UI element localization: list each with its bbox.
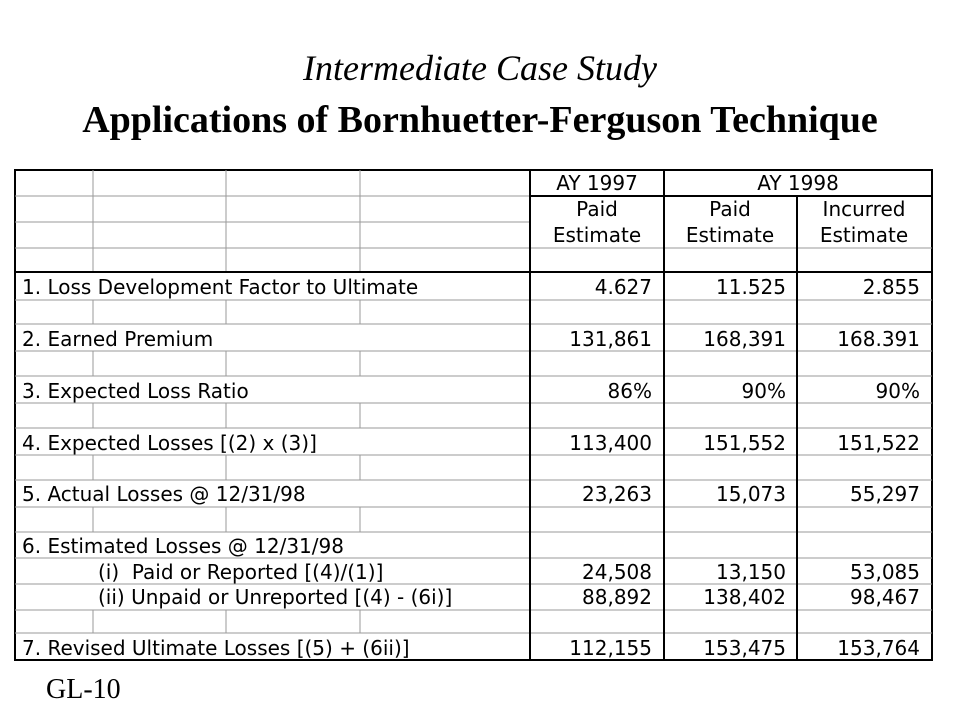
cell-reported-ay1997-paid: 24,508 <box>582 560 652 584</box>
cell-ldf-ay1998-paid: 11.525 <box>716 275 786 299</box>
row-label-ldf: 1. Loss Development Factor to Ultimate <box>22 275 419 299</box>
cell-actual-ay1998-incurred: 55,297 <box>850 482 920 506</box>
cell-premium-ay1998-incurred: 168.391 <box>837 327 920 351</box>
technique-title: Applications of Bornhuetter-Ferguson Technique <box>82 99 878 141</box>
ay1997-header: AY 1997 <box>556 171 638 195</box>
cell-elr-ay1998-incurred: 90% <box>875 379 920 403</box>
col2-header-line1: Paid <box>709 197 751 221</box>
row-label-actual-losses: 5. Actual Losses @ 12/31/98 <box>22 482 306 506</box>
row-label-unpaid-or-unreported: (ii) Unpaid or Unreported [(4) - (6i)] <box>98 585 453 609</box>
cell-reported-ay1998-paid: 13,150 <box>716 560 786 584</box>
slide-number: GL-10 <box>46 674 121 705</box>
col1-header-line1: Paid <box>576 197 618 221</box>
cell-expected-ay1998-incurred: 151,522 <box>837 431 920 455</box>
case-study-title: Intermediate Case Study <box>303 48 657 88</box>
cell-ldf-ay1998-incurred: 2.855 <box>862 275 920 299</box>
row-label-estimated-losses: 6. Estimated Losses @ 12/31/98 <box>22 534 344 558</box>
row-label-expected-losses: 4. Expected Losses [(2) x (3)] <box>22 431 317 455</box>
cell-unreported-ay1998-incurred: 98,467 <box>850 585 920 609</box>
row-label-expected-loss-ratio: 3. Expected Loss Ratio <box>22 379 249 403</box>
row-label-earned-premium: 2. Earned Premium <box>22 327 214 351</box>
cell-ldf-ay1997-paid: 4.627 <box>594 275 652 299</box>
col1-header-line2: Estimate <box>552 223 642 247</box>
cell-elr-ay1998-paid: 90% <box>741 379 786 403</box>
cell-revised-ay1998-paid: 153,475 <box>703 636 786 660</box>
col2-header-line2: Estimate <box>685 223 775 247</box>
cell-elr-ay1997-paid: 86% <box>607 379 652 403</box>
col3-header-line1: Incurred <box>822 197 906 221</box>
cell-reported-ay1998-incurred: 53,085 <box>850 560 920 584</box>
header-gridlines <box>15 170 530 272</box>
col3-header-line2: Estimate <box>819 223 909 247</box>
cell-premium-ay1998-paid: 168,391 <box>703 327 786 351</box>
cell-actual-ay1997-paid: 23,263 <box>582 482 652 506</box>
ay1998-header: AY 1998 <box>757 171 839 195</box>
cell-expected-ay1998-paid: 151,552 <box>703 431 786 455</box>
row-label-revised-ultimate: 7. Revised Ultimate Losses [(5) + (6ii)] <box>22 636 410 660</box>
cell-expected-ay1997-paid: 113,400 <box>569 431 652 455</box>
cell-unreported-ay1997-paid: 88,892 <box>582 585 652 609</box>
row-label-paid-or-reported: (i) Paid or Reported [(4)/(1)] <box>98 560 384 584</box>
cell-premium-ay1997-paid: 131,861 <box>569 327 652 351</box>
cell-unreported-ay1998-paid: 138,402 <box>703 585 786 609</box>
cell-revised-ay1997-paid: 112,155 <box>569 636 652 660</box>
cell-actual-ay1998-paid: 15,073 <box>716 482 786 506</box>
cell-revised-ay1998-incurred: 153,764 <box>837 636 920 660</box>
